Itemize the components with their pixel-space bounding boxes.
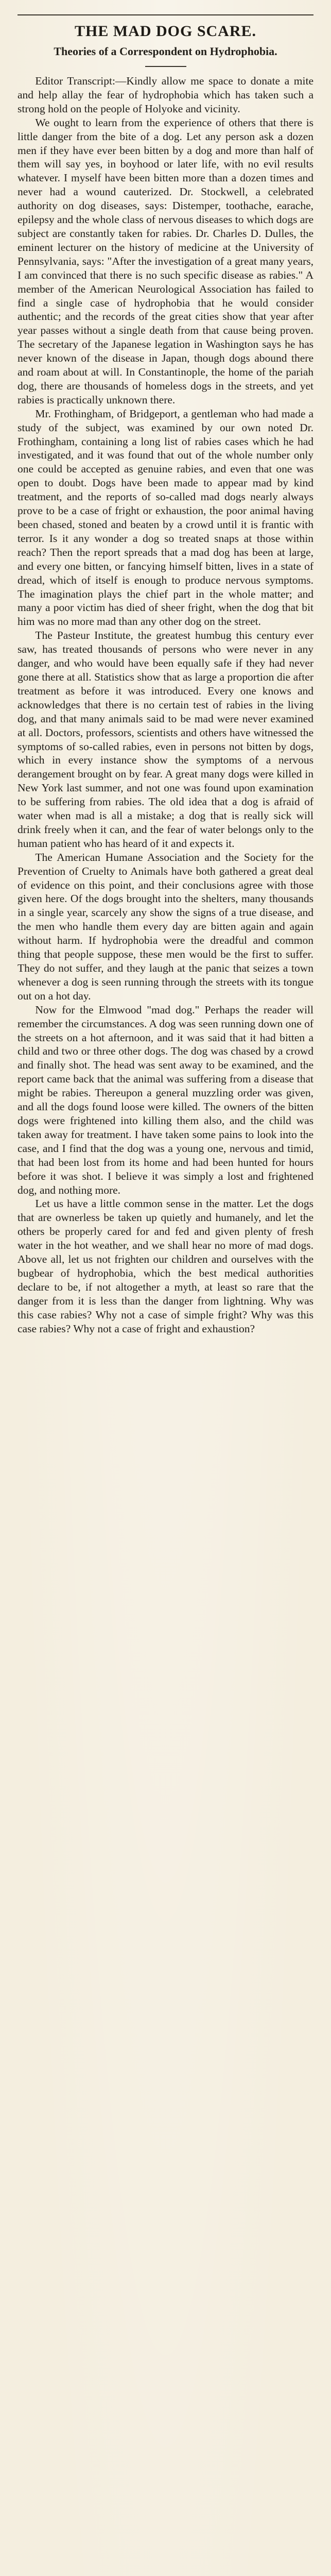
paragraph-4: The American Humane Association and the Society for the Prevention of Cruelty to Animals have both gathered a great deal of evidence on this point, and their conclusions agree with those given here. Of the dogs brought into the shelters, many thousands in a single year, scarcely any show the signs of a true disease, and the men who handle them every day are bitten again and again without harm. If hydrophobia were the dreadful and common thing that people suppose, these men would be the first to suffer. They do not suffer, and they laugh at the panic that seizes a town whenever a dog is seen running through the streets with its tongue out on a hot day. <box>18 851 313 1002</box>
article-body <box>18 74 313 1335</box>
headline: THE MAD DOG SCARE. <box>74 23 257 40</box>
top-rule <box>18 14 313 15</box>
salutation: Editor Transcript:—Kindly allow me space to donate a mite and help allay the fear of hydrophobia which has taken such a strong hold on the people of Holyoke and vicinity. <box>18 75 313 115</box>
paragraph-6: Let us have a little common sense in the matter. Let the dogs that are ownerless be taken up quietly and humanely, and let the others be properly cared for and fed and given plenty of fresh water in the hot weather, and we shall hear no more of mad dogs. Above all, let us not frighten our children and ourselves with the bugbear of hydrophobia, which the best medical authorities declare to be, if not altogether a myth, at least so rare that the danger from it is less than the danger from lightning. Why was this case rabies? Why not a case of simple fright? Why was this case rabies? Why not a case of fright and exhaustion? <box>18 1197 313 1335</box>
paragraph-2: Mr. Frothingham, of Bridgeport, a gentleman who had made a study of the subject, was examined by our own noted Dr. Frothingham, containing a long list of rabies cases which he had investigated, and it was found that out of the whole number only one could be accepted as genuine rabies, and even that one was open to doubt. Dogs have been made to appear mad by kind treatment, and the reports of so-called mad dogs nearly always prove to be a case of fright or exhaustion, the poor animal having been chased, stoned and beaten by a crowd until it is frantic with terror. Is it any wonder a dog so treated snaps at those within reach? Then the report spreads that a mad dog has been at large, and every one bitten, or fancying himself bitten, lives in a state of dread, which of itself is enough to produce nervous symptoms. The imagination plays the chief part in the whole matter; and many a poor victim has died of sheer fright, when the dog that bit him was no more mad than any other dog on the street. <box>18 407 313 628</box>
subheading: Theories of a Correspondent on Hydrophobia. <box>54 45 277 58</box>
paragraph-3: The Pasteur Institute, the greatest humbug this century ever saw, has treated thousands of persons who were never in any danger, and who would have been equally safe if they had never gone there at all. Statistics show that as large a proportion die after treatment as before it was introduced. Every one knows and acknowledges that there is no certain test of rabies in the living dog, and that many animals said to be mad were never examined at all. Doctors, professors, scientists and others have witnessed the symptoms of so-called rabies, even in persons not bitten by dogs, which in every instance show the symptoms of a nervous derangement brought on by fear. A great many dogs were killed in New York last summer, and not one was found upon examination to be suffering from rabies. The old idea that a dog is afraid of water when mad is all a mistake; a dog that is really sick will drink freely when it can, and the fear of water belongs only to the human patient who has heard of it and expects it. <box>18 629 313 850</box>
divider <box>145 66 186 67</box>
paragraph-5: Now for the Elmwood "mad dog." Perhaps the reader will remember the circumstances. A dog was seen running down one of the streets on a hot afternoon, and it was said that it had bitten a child and two or three other dogs. The dog was chased by a crowd and finally shot. The head was sent away to be examined, and the report came back that the animal was suffering from a disease that might be rabies. Thereupon a general muzzling order was given, and all the dogs found loose were killed. The owners of the bitten dogs were frightened into killing them also, and the child was taken away for treatment. I have taken some pains to look into the case, and I find that the dog was a young one, nervous and timid, that had been lost from its home and had been hunted for hours before it was shot. I believe it was simply a lost and frightened dog, and nothing more. <box>18 1003 313 1196</box>
paragraph-1: We ought to learn from the experience of others that there is little danger from the bite of a dog. Let any person ask a dozen men if they have ever been bitten by a dog and more than half of them will say yes, in boyhood or later life, with no evil results whatever. I myself have been bitten more than a dozen times and never had a wound cauterized. Dr. Stockwell, a celebrated authority on dog diseases, says: Distemper, toothache, earache, epilepsy and the whole class of nervous diseases to which dogs are subject are constantly taken for rabies. Dr. Charles D. Dulles, the eminent lecturer on the history of medicine at the University of Pennsylvania, says: "After the investigation of a great many years, I am convinced that there is no such specific disease as rabies." A member of the American Neurological Association has failed to find a single case of hydrophobia that he would consider authentic; and the records of the great cities show that year after year passes without a single death from that cause being proven. The secretary of the Japanese legation in Washington says he has never known of the disease in Japan, though dogs abound there and roam about at will. In Constantinople, the home of the pariah dog, there are thousands of homeless dogs in the streets, and yet rabies is practically unknown there. <box>18 116 313 406</box>
